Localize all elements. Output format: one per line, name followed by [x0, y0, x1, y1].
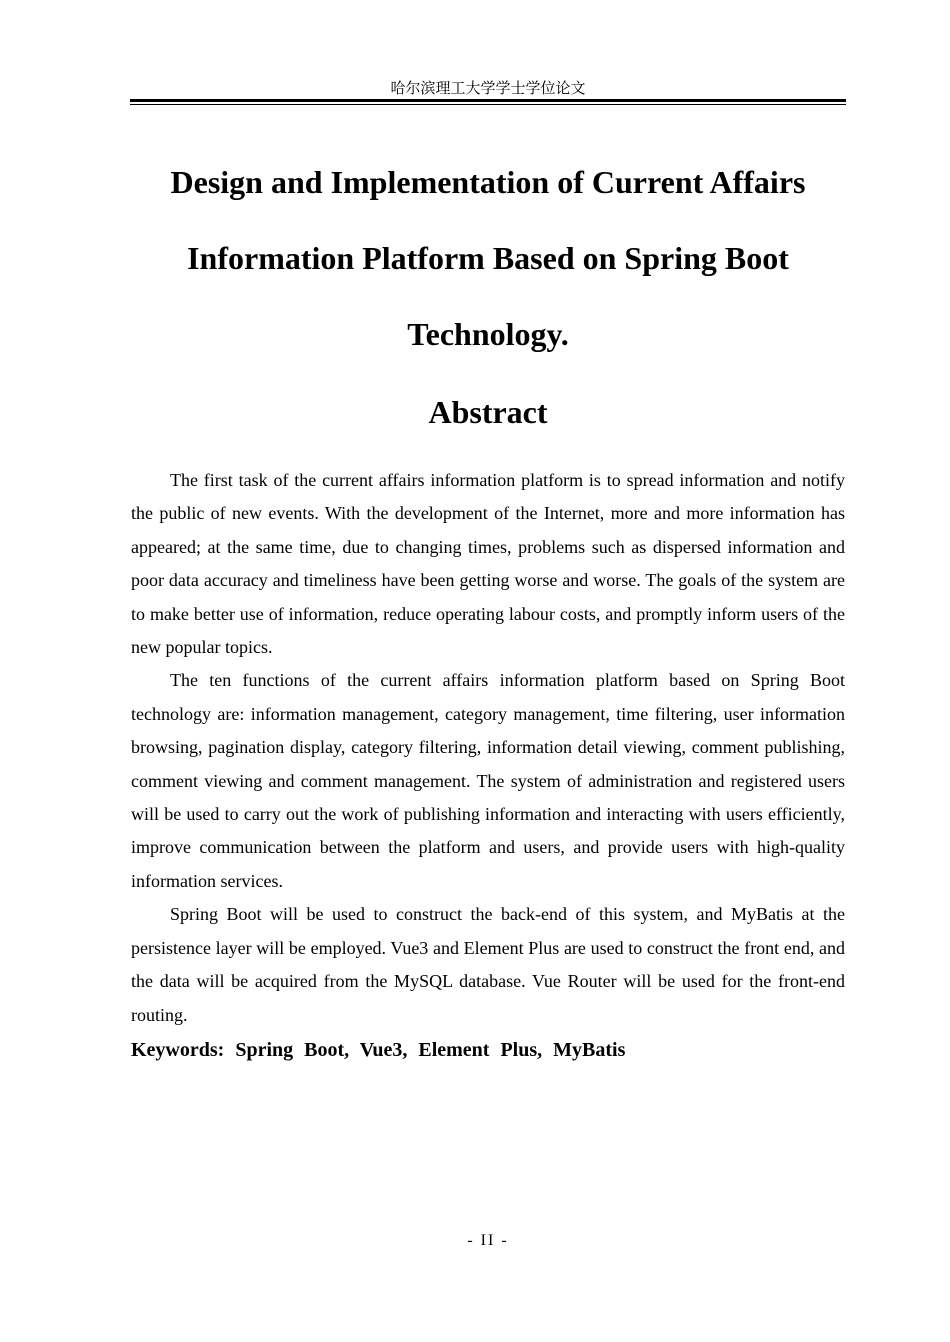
page-header: 哈尔滨理工大学学士学位论文 [390, 79, 586, 97]
paper-title [130, 144, 846, 372]
keywords: Keywords: Spring Boot, Vue3, Element Plus, MyBatis [131, 1039, 626, 1061]
abstract-paragraph-1: The first task of the current affairs information platform is to spread information and notify the public of new events. With the development of the Internet, more and more information has appeared; at the same time, due to changing times, problems such as dispersed information and poor data accuracy and timeliness have been getting worse and worse. The goals of the system are to make better use of information, reduce operating labour costs, and promptly inform users of the new popular topics. [131, 470, 845, 658]
title-line-1: Design and Implementation of Current Affairs [170, 164, 806, 200]
abstract-heading: Abstract [428, 394, 548, 430]
page-number: - II - [467, 1232, 509, 1249]
abstract-paragraph-2: The ten functions of the current affairs information platform based on Spring Boot technology are: information management, category management, time filtering, user information browsing, pagination display, category filtering, information detail viewing, comment publishing, comment viewing and comment management. The system of administration and registered users will be used to carry out the work of publishing information and interacting with users efficiently, improve communication between the platform and users, and provide users with high-quality information services. [131, 670, 845, 891]
abstract-paragraph-3: Spring Boot will be used to construct the back-end of this system, and MyBatis at the persistence layer will be employed. Vue3 and Element Plus are used to construct the front end, and the data will be acquired from the MySQL database. Vue Router will be used for the front-end routing. [131, 904, 845, 1025]
header-rule-thick [130, 99, 846, 102]
abstract-body [131, 464, 845, 1032]
title-line-3: Technology. [407, 316, 569, 352]
header-rule-thin [130, 104, 846, 105]
title-line-2: Information Platform Based on Spring Boot [187, 240, 789, 276]
